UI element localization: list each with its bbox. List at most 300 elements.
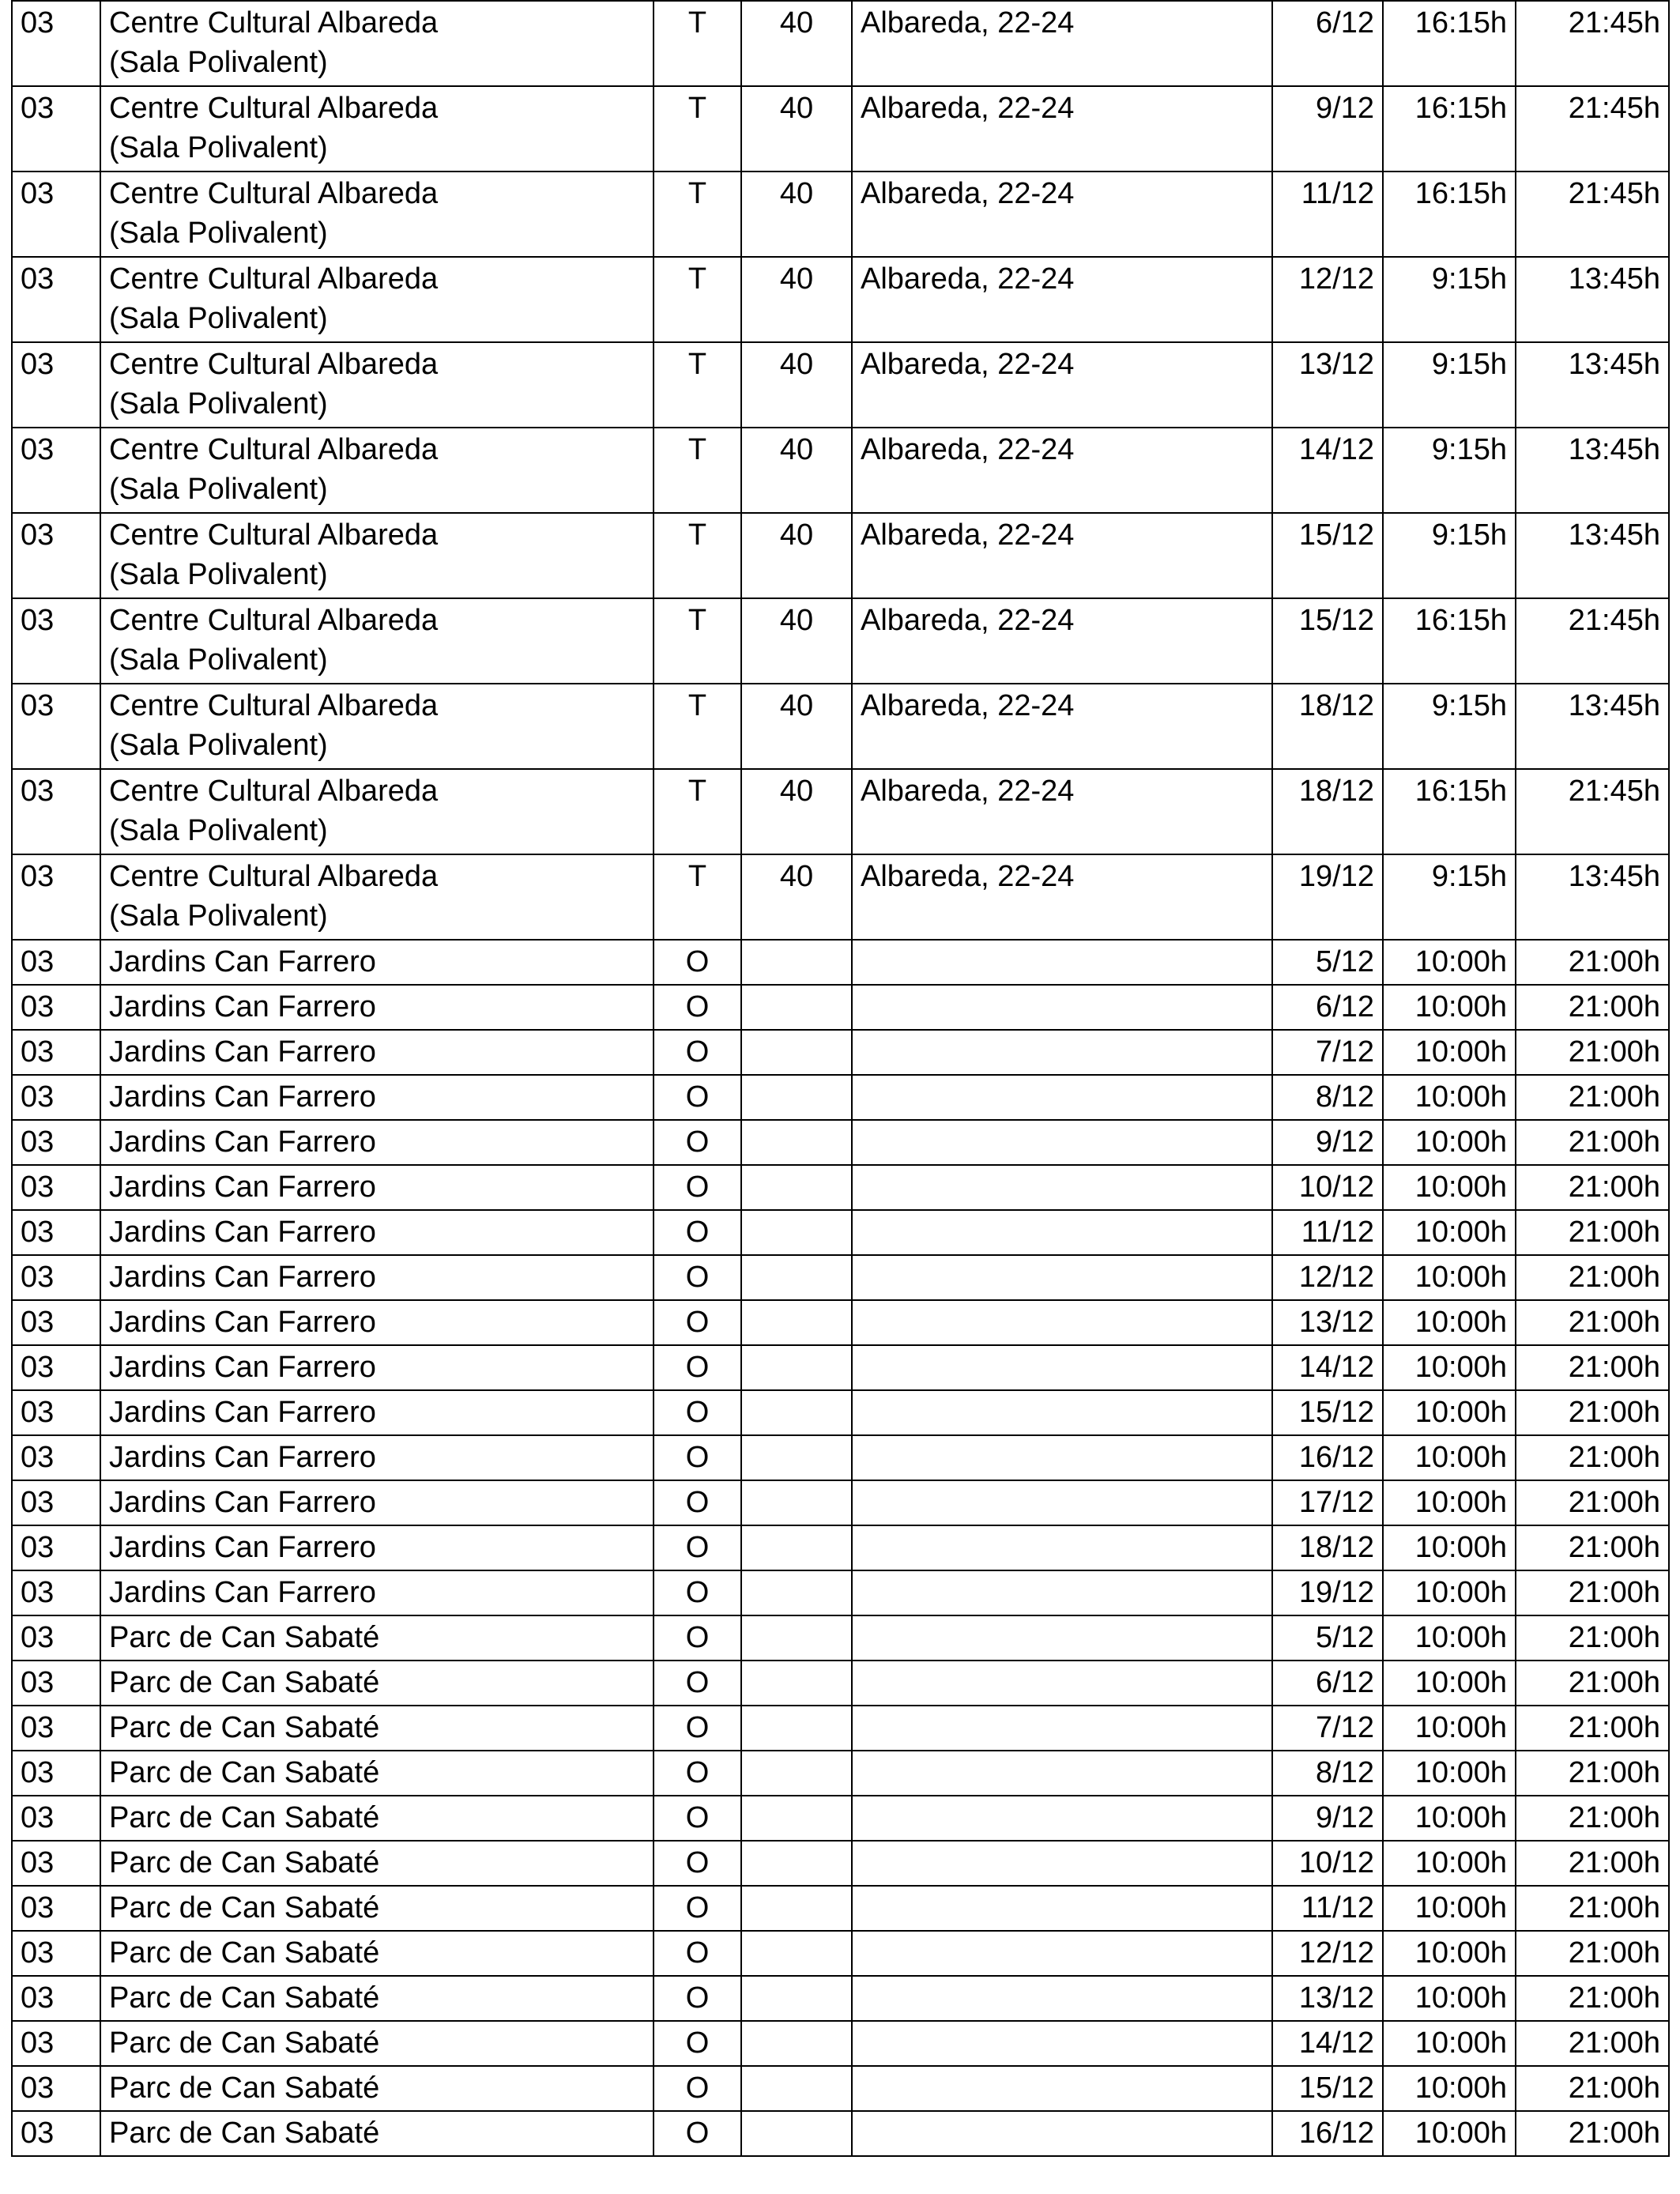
date-cell: 12/12 bbox=[1272, 1931, 1383, 1976]
capacity-cell bbox=[741, 1165, 852, 1210]
venue-name-cell bbox=[100, 1525, 654, 1570]
type-cell: O bbox=[654, 985, 741, 1030]
type-cell: T bbox=[654, 257, 741, 342]
date-cell: 15/12 bbox=[1272, 2066, 1383, 2111]
venue-name-line: Parc de Can Sabaté bbox=[109, 1711, 380, 1744]
date-cell: 19/12 bbox=[1272, 1570, 1383, 1615]
capacity-cell bbox=[741, 1255, 852, 1300]
venue-name-cell bbox=[100, 1841, 654, 1886]
table-row bbox=[12, 1796, 1669, 1841]
district-cell: 03 bbox=[12, 86, 100, 172]
address-cell: Albareda, 22-24 bbox=[852, 86, 1272, 172]
venue-name-line: (Sala Polivalent) bbox=[109, 302, 328, 335]
table-row bbox=[12, 1480, 1669, 1525]
venue-name-line: Centre Cultural Albareda bbox=[109, 177, 439, 210]
end-time-cell: 21:00h bbox=[1516, 1525, 1669, 1570]
capacity-cell bbox=[741, 940, 852, 985]
venue-name-line: Parc de Can Sabaté bbox=[109, 2026, 380, 2060]
address-cell bbox=[852, 1210, 1272, 1255]
district-cell: 03 bbox=[12, 2066, 100, 2111]
table-row bbox=[12, 1390, 1669, 1435]
type-cell: O bbox=[654, 1390, 741, 1435]
venue-name-line: Centre Cultural Albareda bbox=[109, 348, 439, 381]
district-cell: 03 bbox=[12, 1886, 100, 1931]
start-time-cell: 10:00h bbox=[1383, 1976, 1516, 2021]
type-cell: T bbox=[654, 428, 741, 513]
table-row bbox=[12, 940, 1669, 985]
venue-name-line: Parc de Can Sabaté bbox=[109, 1801, 380, 1834]
end-time-cell: 21:00h bbox=[1516, 1841, 1669, 1886]
venue-name-line: (Sala Polivalent) bbox=[109, 46, 328, 79]
type-cell: O bbox=[654, 1120, 741, 1165]
end-time-cell: 21:00h bbox=[1516, 1255, 1669, 1300]
venue-name-cell bbox=[100, 342, 654, 428]
venue-name-cell bbox=[100, 1075, 654, 1120]
capacity-cell bbox=[741, 1706, 852, 1751]
address-cell: Albareda, 22-24 bbox=[852, 428, 1272, 513]
address-cell: Albareda, 22-24 bbox=[852, 513, 1272, 598]
end-time-cell: 21:00h bbox=[1516, 940, 1669, 985]
district-cell: 03 bbox=[12, 1525, 100, 1570]
end-time-cell: 21:00h bbox=[1516, 1345, 1669, 1390]
schedule-rows bbox=[12, 1, 1669, 2156]
start-time-cell: 10:00h bbox=[1383, 1525, 1516, 1570]
start-time-cell: 10:00h bbox=[1383, 1841, 1516, 1886]
table-row bbox=[12, 1345, 1669, 1390]
address-cell bbox=[852, 1751, 1272, 1796]
start-time-cell: 10:00h bbox=[1383, 2111, 1516, 2156]
date-cell: 14/12 bbox=[1272, 1345, 1383, 1390]
address-cell bbox=[852, 1570, 1272, 1615]
end-time-cell: 21:00h bbox=[1516, 1886, 1669, 1931]
district-cell: 03 bbox=[12, 1075, 100, 1120]
start-time-cell: 10:00h bbox=[1383, 1210, 1516, 1255]
address-cell bbox=[852, 1255, 1272, 1300]
start-time-cell: 10:00h bbox=[1383, 1615, 1516, 1661]
district-cell: 03 bbox=[12, 1345, 100, 1390]
table-row bbox=[12, 342, 1669, 428]
district-cell: 03 bbox=[12, 598, 100, 684]
type-cell: T bbox=[654, 769, 741, 854]
date-cell: 10/12 bbox=[1272, 1165, 1383, 1210]
start-time-cell: 10:00h bbox=[1383, 1435, 1516, 1480]
venue-name-cell bbox=[100, 985, 654, 1030]
capacity-cell bbox=[741, 2021, 852, 2066]
capacity-cell bbox=[741, 1300, 852, 1345]
type-cell: O bbox=[654, 1706, 741, 1751]
capacity-cell bbox=[741, 1390, 852, 1435]
type-cell: O bbox=[654, 2021, 741, 2066]
table-row bbox=[12, 1525, 1669, 1570]
type-cell: T bbox=[654, 172, 741, 257]
end-time-cell: 21:45h bbox=[1516, 769, 1669, 854]
capacity-cell: 40 bbox=[741, 769, 852, 854]
start-time-cell: 16:15h bbox=[1383, 86, 1516, 172]
start-time-cell: 10:00h bbox=[1383, 1480, 1516, 1525]
start-time-cell: 9:15h bbox=[1383, 257, 1516, 342]
type-cell: T bbox=[654, 684, 741, 769]
venue-name-line: (Sala Polivalent) bbox=[109, 473, 328, 506]
end-time-cell: 21:00h bbox=[1516, 1480, 1669, 1525]
district-cell: 03 bbox=[12, 1255, 100, 1300]
start-time-cell: 10:00h bbox=[1383, 2021, 1516, 2066]
capacity-cell: 40 bbox=[741, 598, 852, 684]
district-cell: 03 bbox=[12, 1120, 100, 1165]
start-time-cell: 10:00h bbox=[1383, 1165, 1516, 1210]
venue-name-line: Jardins Can Farrero bbox=[109, 1531, 376, 1564]
type-cell: O bbox=[654, 1796, 741, 1841]
start-time-cell: 10:00h bbox=[1383, 1570, 1516, 1615]
start-time-cell: 10:00h bbox=[1383, 1796, 1516, 1841]
address-cell bbox=[852, 2066, 1272, 2111]
date-cell: 5/12 bbox=[1272, 1615, 1383, 1661]
end-time-cell: 13:45h bbox=[1516, 342, 1669, 428]
table-row bbox=[12, 1841, 1669, 1886]
capacity-cell bbox=[741, 2111, 852, 2156]
venue-name-cell bbox=[100, 428, 654, 513]
date-cell: 6/12 bbox=[1272, 985, 1383, 1030]
venue-name-cell bbox=[100, 1345, 654, 1390]
table-row bbox=[12, 598, 1669, 684]
venue-name-cell bbox=[100, 2111, 654, 2156]
start-time-cell: 10:00h bbox=[1383, 1075, 1516, 1120]
table-row bbox=[12, 2066, 1669, 2111]
end-time-cell: 21:00h bbox=[1516, 1570, 1669, 1615]
start-time-cell: 10:00h bbox=[1383, 1390, 1516, 1435]
district-cell: 03 bbox=[12, 1300, 100, 1345]
date-cell: 12/12 bbox=[1272, 257, 1383, 342]
end-time-cell: 21:00h bbox=[1516, 2066, 1669, 2111]
address-cell bbox=[852, 985, 1272, 1030]
end-time-cell: 21:00h bbox=[1516, 1030, 1669, 1075]
date-cell: 16/12 bbox=[1272, 1435, 1383, 1480]
table-row bbox=[12, 2111, 1669, 2156]
district-cell: 03 bbox=[12, 1, 100, 86]
capacity-cell bbox=[741, 1345, 852, 1390]
end-time-cell: 21:00h bbox=[1516, 1751, 1669, 1796]
address-cell: Albareda, 22-24 bbox=[852, 257, 1272, 342]
venue-name-cell bbox=[100, 1931, 654, 1976]
end-time-cell: 13:45h bbox=[1516, 854, 1669, 940]
address-cell bbox=[852, 1030, 1272, 1075]
table-row bbox=[12, 428, 1669, 513]
end-time-cell: 21:00h bbox=[1516, 1390, 1669, 1435]
type-cell: O bbox=[654, 1976, 741, 2021]
venue-name-line: Centre Cultural Albareda bbox=[109, 689, 439, 722]
address-cell bbox=[852, 1525, 1272, 1570]
date-cell: 18/12 bbox=[1272, 769, 1383, 854]
table-row bbox=[12, 257, 1669, 342]
venue-name-cell bbox=[100, 86, 654, 172]
start-time-cell: 16:15h bbox=[1383, 172, 1516, 257]
venue-name-line: Parc de Can Sabaté bbox=[109, 2117, 380, 2150]
date-cell: 13/12 bbox=[1272, 342, 1383, 428]
date-cell: 8/12 bbox=[1272, 1075, 1383, 1120]
address-cell bbox=[852, 1661, 1272, 1706]
table-row bbox=[12, 1751, 1669, 1796]
end-time-cell: 13:45h bbox=[1516, 684, 1669, 769]
district-cell: 03 bbox=[12, 1615, 100, 1661]
start-time-cell: 10:00h bbox=[1383, 1661, 1516, 1706]
table-row bbox=[12, 854, 1669, 940]
capacity-cell bbox=[741, 1931, 852, 1976]
end-time-cell: 21:45h bbox=[1516, 598, 1669, 684]
district-cell: 03 bbox=[12, 985, 100, 1030]
venue-name-line: Jardins Can Farrero bbox=[109, 1486, 376, 1519]
address-cell bbox=[852, 1390, 1272, 1435]
start-time-cell: 16:15h bbox=[1383, 598, 1516, 684]
table-row bbox=[12, 1435, 1669, 1480]
schedule-table bbox=[11, 0, 1670, 2157]
capacity-cell: 40 bbox=[741, 513, 852, 598]
capacity-cell bbox=[741, 1841, 852, 1886]
address-cell bbox=[852, 1300, 1272, 1345]
district-cell: 03 bbox=[12, 940, 100, 985]
venue-name-cell bbox=[100, 1165, 654, 1210]
table-row bbox=[12, 769, 1669, 854]
venue-name-cell bbox=[100, 1661, 654, 1706]
date-cell: 12/12 bbox=[1272, 1255, 1383, 1300]
venue-name-cell bbox=[100, 1796, 654, 1841]
capacity-cell: 40 bbox=[741, 428, 852, 513]
address-cell bbox=[852, 1931, 1272, 1976]
date-cell: 17/12 bbox=[1272, 1480, 1383, 1525]
table-row bbox=[12, 1120, 1669, 1165]
table-row bbox=[12, 1255, 1669, 1300]
capacity-cell: 40 bbox=[741, 86, 852, 172]
table-row bbox=[12, 172, 1669, 257]
table-row bbox=[12, 1976, 1669, 2021]
venue-name-line: Centre Cultural Albareda bbox=[109, 6, 439, 40]
table-row bbox=[12, 684, 1669, 769]
district-cell: 03 bbox=[12, 1165, 100, 1210]
district-cell: 03 bbox=[12, 1390, 100, 1435]
type-cell: T bbox=[654, 342, 741, 428]
end-time-cell: 13:45h bbox=[1516, 428, 1669, 513]
table-row bbox=[12, 1, 1669, 86]
district-cell: 03 bbox=[12, 1480, 100, 1525]
date-cell: 7/12 bbox=[1272, 1030, 1383, 1075]
venue-name-cell bbox=[100, 1300, 654, 1345]
date-cell: 14/12 bbox=[1272, 428, 1383, 513]
capacity-cell bbox=[741, 1976, 852, 2021]
capacity-cell: 40 bbox=[741, 342, 852, 428]
capacity-cell: 40 bbox=[741, 1, 852, 86]
type-cell: O bbox=[654, 1615, 741, 1661]
venue-name-cell bbox=[100, 1390, 654, 1435]
date-cell: 7/12 bbox=[1272, 1706, 1383, 1751]
venue-name-cell bbox=[100, 598, 654, 684]
venue-name-line: (Sala Polivalent) bbox=[109, 729, 328, 762]
capacity-cell bbox=[741, 1480, 852, 1525]
date-cell: 18/12 bbox=[1272, 684, 1383, 769]
end-time-cell: 21:45h bbox=[1516, 86, 1669, 172]
end-time-cell: 21:00h bbox=[1516, 1976, 1669, 2021]
type-cell: T bbox=[654, 854, 741, 940]
address-cell bbox=[852, 1796, 1272, 1841]
type-cell: O bbox=[654, 1841, 741, 1886]
address-cell bbox=[852, 1435, 1272, 1480]
venue-name-line: Jardins Can Farrero bbox=[109, 1261, 376, 1294]
type-cell: O bbox=[654, 1480, 741, 1525]
address-cell: Albareda, 22-24 bbox=[852, 854, 1272, 940]
venue-name-cell bbox=[100, 513, 654, 598]
date-cell: 11/12 bbox=[1272, 172, 1383, 257]
venue-name-cell bbox=[100, 684, 654, 769]
start-time-cell: 10:00h bbox=[1383, 1886, 1516, 1931]
address-cell bbox=[852, 1976, 1272, 2021]
date-cell: 14/12 bbox=[1272, 2021, 1383, 2066]
district-cell: 03 bbox=[12, 1210, 100, 1255]
venue-name-line: Jardins Can Farrero bbox=[109, 1396, 376, 1429]
district-cell: 03 bbox=[12, 684, 100, 769]
type-cell: O bbox=[654, 1525, 741, 1570]
end-time-cell: 21:00h bbox=[1516, 1300, 1669, 1345]
table-row bbox=[12, 2021, 1669, 2066]
capacity-cell bbox=[741, 1435, 852, 1480]
venue-name-line: (Sala Polivalent) bbox=[109, 814, 328, 847]
end-time-cell: 21:00h bbox=[1516, 985, 1669, 1030]
venue-name-line: Jardins Can Farrero bbox=[109, 1216, 376, 1249]
venue-name-cell bbox=[100, 172, 654, 257]
type-cell: O bbox=[654, 1210, 741, 1255]
address-cell bbox=[852, 940, 1272, 985]
venue-name-cell bbox=[100, 1976, 654, 2021]
capacity-cell bbox=[741, 1570, 852, 1615]
date-cell: 6/12 bbox=[1272, 1661, 1383, 1706]
venue-name-cell bbox=[100, 1751, 654, 1796]
address-cell bbox=[852, 1886, 1272, 1931]
district-cell: 03 bbox=[12, 2021, 100, 2066]
table-row bbox=[12, 1075, 1669, 1120]
date-cell: 11/12 bbox=[1272, 1210, 1383, 1255]
address-cell bbox=[852, 1841, 1272, 1886]
venue-name-line: Centre Cultural Albareda bbox=[109, 262, 439, 296]
district-cell: 03 bbox=[12, 1435, 100, 1480]
capacity-cell bbox=[741, 2066, 852, 2111]
address-cell bbox=[852, 1120, 1272, 1165]
district-cell: 03 bbox=[12, 1796, 100, 1841]
venue-name-line: Parc de Can Sabaté bbox=[109, 1621, 380, 1654]
table-row bbox=[12, 1931, 1669, 1976]
table-row bbox=[12, 513, 1669, 598]
address-cell: Albareda, 22-24 bbox=[852, 1, 1272, 86]
type-cell: T bbox=[654, 513, 741, 598]
venue-name-line: Parc de Can Sabaté bbox=[109, 2071, 380, 2105]
venue-name-cell bbox=[100, 1210, 654, 1255]
venue-name-line: Jardins Can Farrero bbox=[109, 945, 376, 978]
start-time-cell: 9:15h bbox=[1383, 342, 1516, 428]
address-cell bbox=[852, 2021, 1272, 2066]
address-cell: Albareda, 22-24 bbox=[852, 684, 1272, 769]
date-cell: 6/12 bbox=[1272, 1, 1383, 86]
venue-name-line: Centre Cultural Albareda bbox=[109, 775, 439, 808]
type-cell: T bbox=[654, 598, 741, 684]
venue-name-line: Jardins Can Farrero bbox=[109, 990, 376, 1023]
type-cell: O bbox=[654, 1075, 741, 1120]
type-cell: O bbox=[654, 2111, 741, 2156]
district-cell: 03 bbox=[12, 1030, 100, 1075]
address-cell: Albareda, 22-24 bbox=[852, 342, 1272, 428]
type-cell: O bbox=[654, 2066, 741, 2111]
venue-name-line: Jardins Can Farrero bbox=[109, 1171, 376, 1204]
venue-name-line: Jardins Can Farrero bbox=[109, 1125, 376, 1159]
table-row bbox=[12, 1570, 1669, 1615]
venue-name-line: Jardins Can Farrero bbox=[109, 1080, 376, 1114]
end-time-cell: 21:00h bbox=[1516, 1120, 1669, 1165]
type-cell: O bbox=[654, 1345, 741, 1390]
end-time-cell: 21:00h bbox=[1516, 1075, 1669, 1120]
capacity-cell bbox=[741, 1075, 852, 1120]
start-time-cell: 10:00h bbox=[1383, 1120, 1516, 1165]
start-time-cell: 9:15h bbox=[1383, 854, 1516, 940]
end-time-cell: 21:00h bbox=[1516, 1931, 1669, 1976]
end-time-cell: 13:45h bbox=[1516, 257, 1669, 342]
type-cell: O bbox=[654, 1661, 741, 1706]
start-time-cell: 9:15h bbox=[1383, 684, 1516, 769]
capacity-cell: 40 bbox=[741, 684, 852, 769]
venue-name-line: Jardins Can Farrero bbox=[109, 1351, 376, 1384]
type-cell: T bbox=[654, 1, 741, 86]
venue-name-line: Jardins Can Farrero bbox=[109, 1306, 376, 1339]
venue-name-cell bbox=[100, 1480, 654, 1525]
end-time-cell: 21:00h bbox=[1516, 2021, 1669, 2066]
capacity-cell: 40 bbox=[741, 172, 852, 257]
start-time-cell: 10:00h bbox=[1383, 1300, 1516, 1345]
capacity-cell: 40 bbox=[741, 854, 852, 940]
district-cell: 03 bbox=[12, 854, 100, 940]
venue-name-line: Centre Cultural Albareda bbox=[109, 433, 439, 466]
end-time-cell: 21:45h bbox=[1516, 1, 1669, 86]
table-row bbox=[12, 1030, 1669, 1075]
district-cell: 03 bbox=[12, 1841, 100, 1886]
venue-name-line: Parc de Can Sabaté bbox=[109, 1891, 380, 1924]
venue-name-line: (Sala Polivalent) bbox=[109, 899, 328, 933]
district-cell: 03 bbox=[12, 1751, 100, 1796]
venue-name-line: Parc de Can Sabaté bbox=[109, 1936, 380, 1970]
venue-name-cell bbox=[100, 1706, 654, 1751]
date-cell: 13/12 bbox=[1272, 1300, 1383, 1345]
district-cell: 03 bbox=[12, 342, 100, 428]
district-cell: 03 bbox=[12, 513, 100, 598]
type-cell: O bbox=[654, 1435, 741, 1480]
district-cell: 03 bbox=[12, 1706, 100, 1751]
address-cell bbox=[852, 1615, 1272, 1661]
venue-name-cell bbox=[100, 769, 654, 854]
capacity-cell bbox=[741, 985, 852, 1030]
venue-name-cell bbox=[100, 1435, 654, 1480]
venue-name-cell bbox=[100, 940, 654, 985]
date-cell: 18/12 bbox=[1272, 1525, 1383, 1570]
venue-name-cell bbox=[100, 1615, 654, 1661]
table-row bbox=[12, 1886, 1669, 1931]
table-row bbox=[12, 1210, 1669, 1255]
table-row bbox=[12, 1300, 1669, 1345]
end-time-cell: 13:45h bbox=[1516, 513, 1669, 598]
venue-name-line: (Sala Polivalent) bbox=[109, 643, 328, 677]
end-time-cell: 21:00h bbox=[1516, 1706, 1669, 1751]
end-time-cell: 21:00h bbox=[1516, 1615, 1669, 1661]
venue-name-cell bbox=[100, 1030, 654, 1075]
venue-name-line: Centre Cultural Albareda bbox=[109, 518, 439, 552]
venue-name-line: (Sala Polivalent) bbox=[109, 558, 328, 591]
address-cell: Albareda, 22-24 bbox=[852, 769, 1272, 854]
type-cell: O bbox=[654, 1931, 741, 1976]
end-time-cell: 21:00h bbox=[1516, 1165, 1669, 1210]
start-time-cell: 10:00h bbox=[1383, 2066, 1516, 2111]
start-time-cell: 10:00h bbox=[1383, 1255, 1516, 1300]
date-cell: 15/12 bbox=[1272, 513, 1383, 598]
